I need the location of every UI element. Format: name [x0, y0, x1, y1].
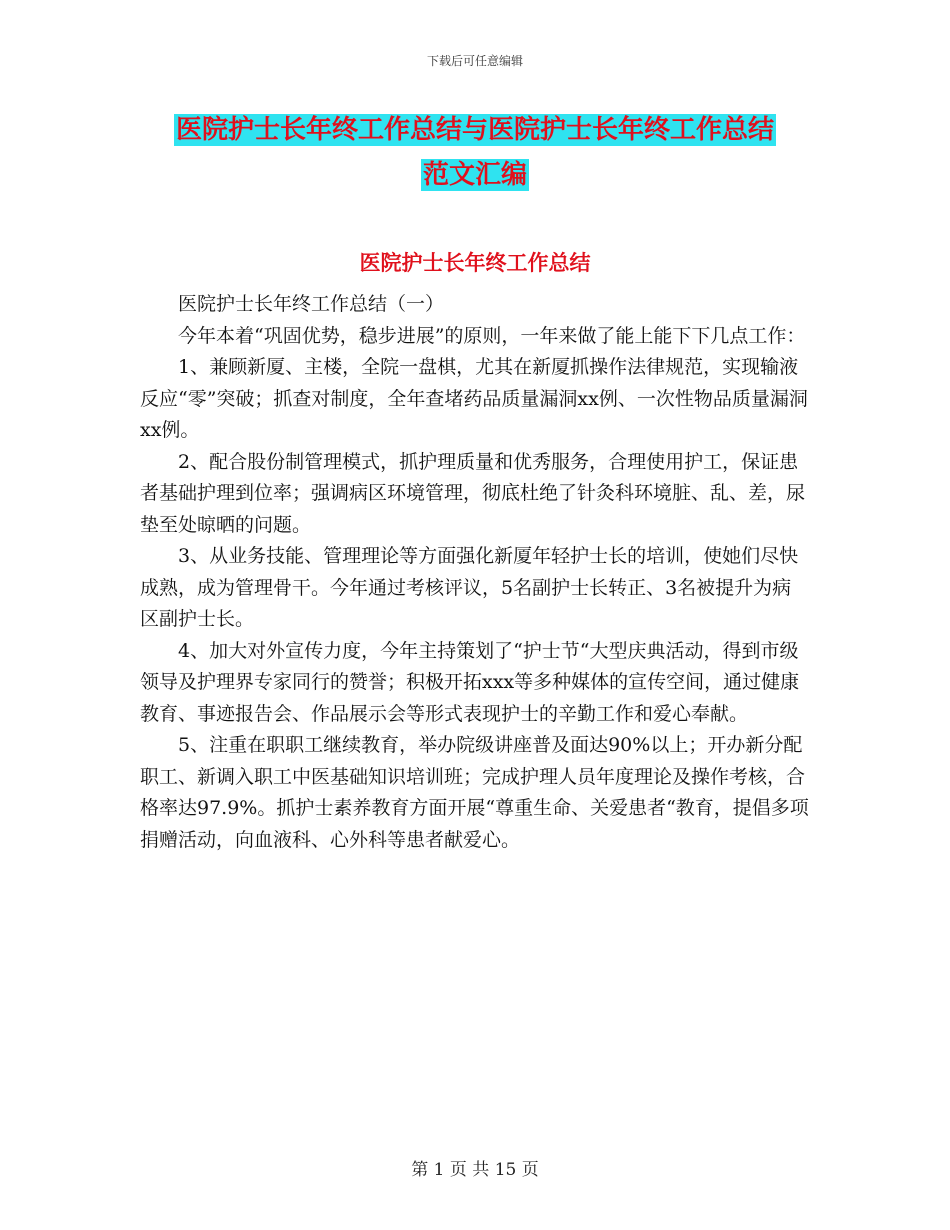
document-title — [0, 108, 950, 198]
section-title: 医院护士长年终工作总结 — [359, 251, 591, 275]
paragraph: 今年本着“巩固优势，稳步进展”的原则，一年来做了能上能下下几点工作： — [178, 324, 806, 347]
paragraph: 5、注重在职职工继续教育，举办院级讲座普及面达90%以上；开办新分配职工、新调入职工中医基础知识培训班；完成护理人员年度理论及操作考核，合格率达97.9%。抓护士素养教育方面开展“尊重生命、关爱患者“教育，提倡多项捐赠活动，向血液科、心外科等患者献爱心。 — [140, 734, 809, 851]
paragraph: 1、兼顾新厦、主楼，全院一盘棋，尤其在新厦抓操作法律规范，实现输液反应“零”突破；抓查对制度，全年查堵药品质量漏洞xx例、一次性物品质量漏洞xx例。 — [140, 356, 808, 441]
paragraph: 2、配合股份制管理模式，抓护理质量和优秀服务，合理使用护工，保证患者基础护理到位率；强调病区环境管理，彻底杜绝了针灸科环境脏、乱、差，尿垫至处晾晒的问题。 — [140, 450, 806, 536]
document-title-line-2: 范文汇编 — [422, 160, 527, 190]
paragraph: 3、从业务技能、管理理论等方面强化新厦年轻护士长的培训，使她们尽快成熟，成为管理骨干。今年通过考核评议，5名副护士长转正、3名被提升为病区副护士长。 — [140, 545, 799, 630]
paragraph: 4、加大对外宣传力度，今年主持策划了“护士节“大型庆典活动，得到市级领导及护理界专家同行的赞誉；积极开拓xxx等多种媒体的宣传空间，通过健康教育、事迹报告会、作品展示会等形式表现护士的辛勤工作和爱心奉献。 — [140, 639, 800, 725]
page-footer: 第 1 页 共 15 页 — [411, 1160, 539, 1180]
page-header: 下载后可任意编辑 — [426, 54, 523, 68]
document-title-line-1: 医院护士长年终工作总结与医院护士长年终工作总结 — [175, 115, 774, 145]
body-text — [140, 289, 810, 856]
subheading: 医院护士长年终工作总结（一） — [178, 293, 445, 315]
